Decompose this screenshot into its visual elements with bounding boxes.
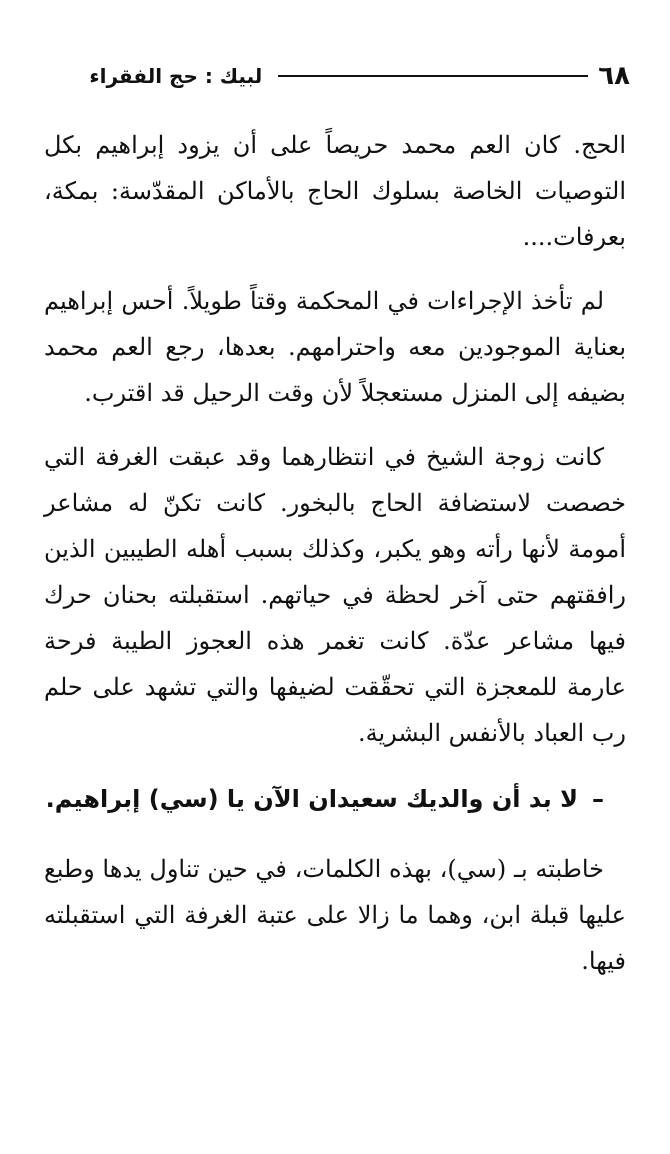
dialogue-text: لا بد أن والديك سعيدان الآن يا (سي) إبراهيم. (45, 785, 578, 813)
page-body (44, 122, 626, 1002)
page-number: ٦٨ (598, 61, 630, 91)
paragraph-2: لم تأخذ الإجراءات في المحكمة وقتاً طويلاً. أحس إبراهيم بعناية الموجودين معه واحترامهم. بعدها، رجع العم محمد بضيفه إلى المنزل مستعجلاً لأن وقت الرحيل قد اقترب. (44, 287, 626, 407)
running-title: لبيك : حج الفقراء (89, 64, 263, 88)
dialogue-line (44, 774, 626, 824)
dialogue-dash: – (592, 785, 604, 813)
page-header (40, 58, 630, 94)
paragraph-3: كانت زوجة الشيخ في انتظارهما وقد عبقت الغرفة التي خصصت لاستضافة الحاج بالبخور. كانت تكنّ له مشاعر أمومة لأنها رأته وهو يكبر، وكذلك بسبب أهله الطيبين الذين رافقتهم حتى آخر لحظة في حياتهم. استقبلته بحنان حرك فيها مشاعر عدّة. كانت تغمر هذه العجوز الطيبة فرحة عارمة للمعجزة التي تحقّقت لضيفها والتي تشهد على حلم رب العباد بالأنفس البشرية. (44, 443, 626, 747)
header-rule (278, 75, 588, 77)
closing-paragraph: خاطبته بـ (سي)، بهذه الكلمات، في حين تناول يدها وطبع عليها قبلة ابن، وهما ما زالا على عتبة الغرفة التي استقبلته فيها. (44, 855, 626, 975)
paragraph-1: الحج. كان العم محمد حريصاً على أن يزود إبراهيم بكل التوصيات الخاصة بسلوك الحاج بالأماكن المقدّسة: بمكة، بعرفات.... (44, 131, 626, 251)
